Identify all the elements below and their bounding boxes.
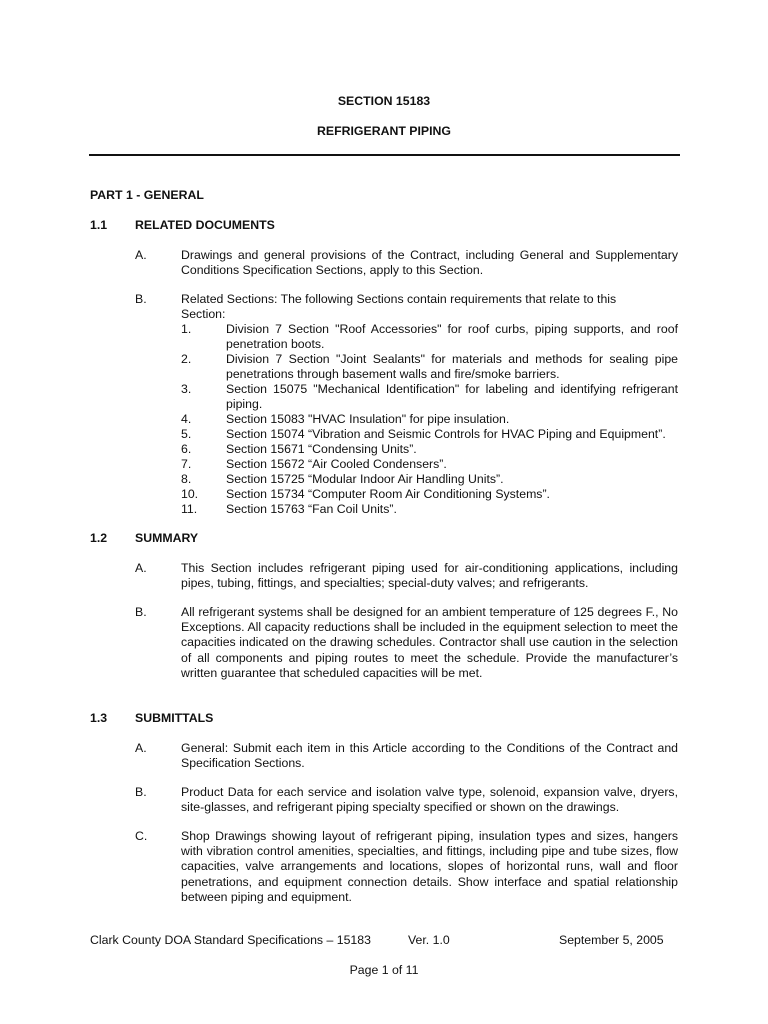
list-item-text: Section 15725 “Modular Indoor Air Handling Units”. <box>226 472 504 486</box>
paragraph-text: All refrigerant systems shall be designed for an ambient temperature of 125 degrees F., No Exceptions. All capacity reductions shall be included in the equipment selection to meet the capacities indicated on the drawing schedules. Contractor shall use caution in the selection of all components and piping routes to meet the schedule. Provide the manufacturer’s written guarantee that scheduled capacities will be met. <box>181 605 678 680</box>
paragraph-text: This Section includes refrigerant piping used for air-conditioning applications, including pipes, tubing, fittings, and specialties; special-duty valves; and refrigerants. <box>181 561 678 591</box>
paragraph-letter: C. <box>135 829 148 843</box>
article-number: 1.2 <box>90 531 108 545</box>
paragraph-text: Product Data for each service and isolation valve type, solenoid, expansion valve, dryers, site-glasses, and refrigerant piping specialty specified or shown on the drawings. <box>181 785 678 815</box>
paragraph-letter: A. <box>135 561 147 575</box>
footer-spec-name: Clark County DOA Standard Specifications – 15183 <box>90 933 371 947</box>
list-item-text: Section 15671 “Condensing Units”. <box>226 442 417 456</box>
list-item-number: 6. <box>181 442 192 456</box>
page-number: Page 1 of 11 <box>349 963 419 977</box>
list-item-text: Section 15074 “Vibration and Seismic Controls for HVAC Piping and Equipment”. <box>226 427 666 441</box>
paragraph-text: Shop Drawings showing layout of refrigerant piping, insulation types and sizes, hangers with vibration control amenities, specialties, and fittings, including pipe and tube sizes, flow capacities, valve arrangements and locations, slopes of horizontal runs, wall and floor penetrations, and equipment connection details. Show interface and spatial relationship between piping and equipment. <box>181 829 678 904</box>
section-number: SECTION 15183 <box>337 94 431 108</box>
paragraph-text: Section: <box>181 307 226 321</box>
paragraph-text: General: Submit each item in this Article according to the Conditions of the Contract and Specification Sections. <box>181 741 678 771</box>
list-item-text: Section 15083 "HVAC Insulation" for pipe insulation. <box>226 412 510 426</box>
list-item-text: Section 15075 "Mechanical Identification" for labeling and identifying refrigerant piping. <box>226 382 678 412</box>
footer-version: Ver. 1.0 <box>408 933 450 947</box>
article-number: 1.3 <box>90 711 108 725</box>
list-item-text: Division 7 Section "Roof Accessories" for roof curbs, piping supports, and roof penetration boots. <box>226 322 678 352</box>
article-number: 1.1 <box>90 218 108 232</box>
article-title: RELATED DOCUMENTS <box>135 218 275 232</box>
list-item-text: Division 7 Section "Joint Sealants" for materials and methods for sealing pipe penetrations through basement walls and fire/smoke barriers. <box>226 352 678 382</box>
paragraph-text: Drawings and general provisions of the Contract, including General and Supplementary Conditions Specification Sections, apply to this Section. <box>181 248 678 278</box>
list-item-number: 3. <box>181 382 192 396</box>
paragraph-letter: B. <box>135 785 147 799</box>
paragraph-letter: A. <box>135 741 147 755</box>
footer-date: September 5, 2005 <box>559 933 664 947</box>
header-divider <box>89 154 680 156</box>
list-item-number: 5. <box>181 427 192 441</box>
list-item-number: 10. <box>181 487 199 501</box>
list-item-text: Section 15734 “Computer Room Air Conditioning Systems”. <box>226 487 550 501</box>
list-item-text: Section 15672 “Air Cooled Condensers”. <box>226 457 447 471</box>
paragraph-text: Related Sections: The following Sections contain requirements that relate to this <box>181 292 617 306</box>
part-title: PART 1 - GENERAL <box>90 188 204 202</box>
list-item-number: 8. <box>181 472 192 486</box>
list-item-number: 4. <box>181 412 192 426</box>
list-item-number: 11. <box>181 502 198 516</box>
article-title: SUBMITTALS <box>135 711 214 725</box>
article-title: SUMMARY <box>135 531 199 545</box>
list-item-number: 1. <box>181 322 192 336</box>
paragraph-letter: B. <box>135 605 147 619</box>
paragraph-letter: B. <box>135 292 147 306</box>
paragraph-letter: A. <box>135 248 147 262</box>
section-title: REFRIGERANT PIPING <box>317 124 451 138</box>
list-item-number: 7. <box>181 457 192 471</box>
list-item-number: 2. <box>181 352 192 366</box>
list-item-text: Section 15763 “Fan Coil Units”. <box>226 502 397 516</box>
